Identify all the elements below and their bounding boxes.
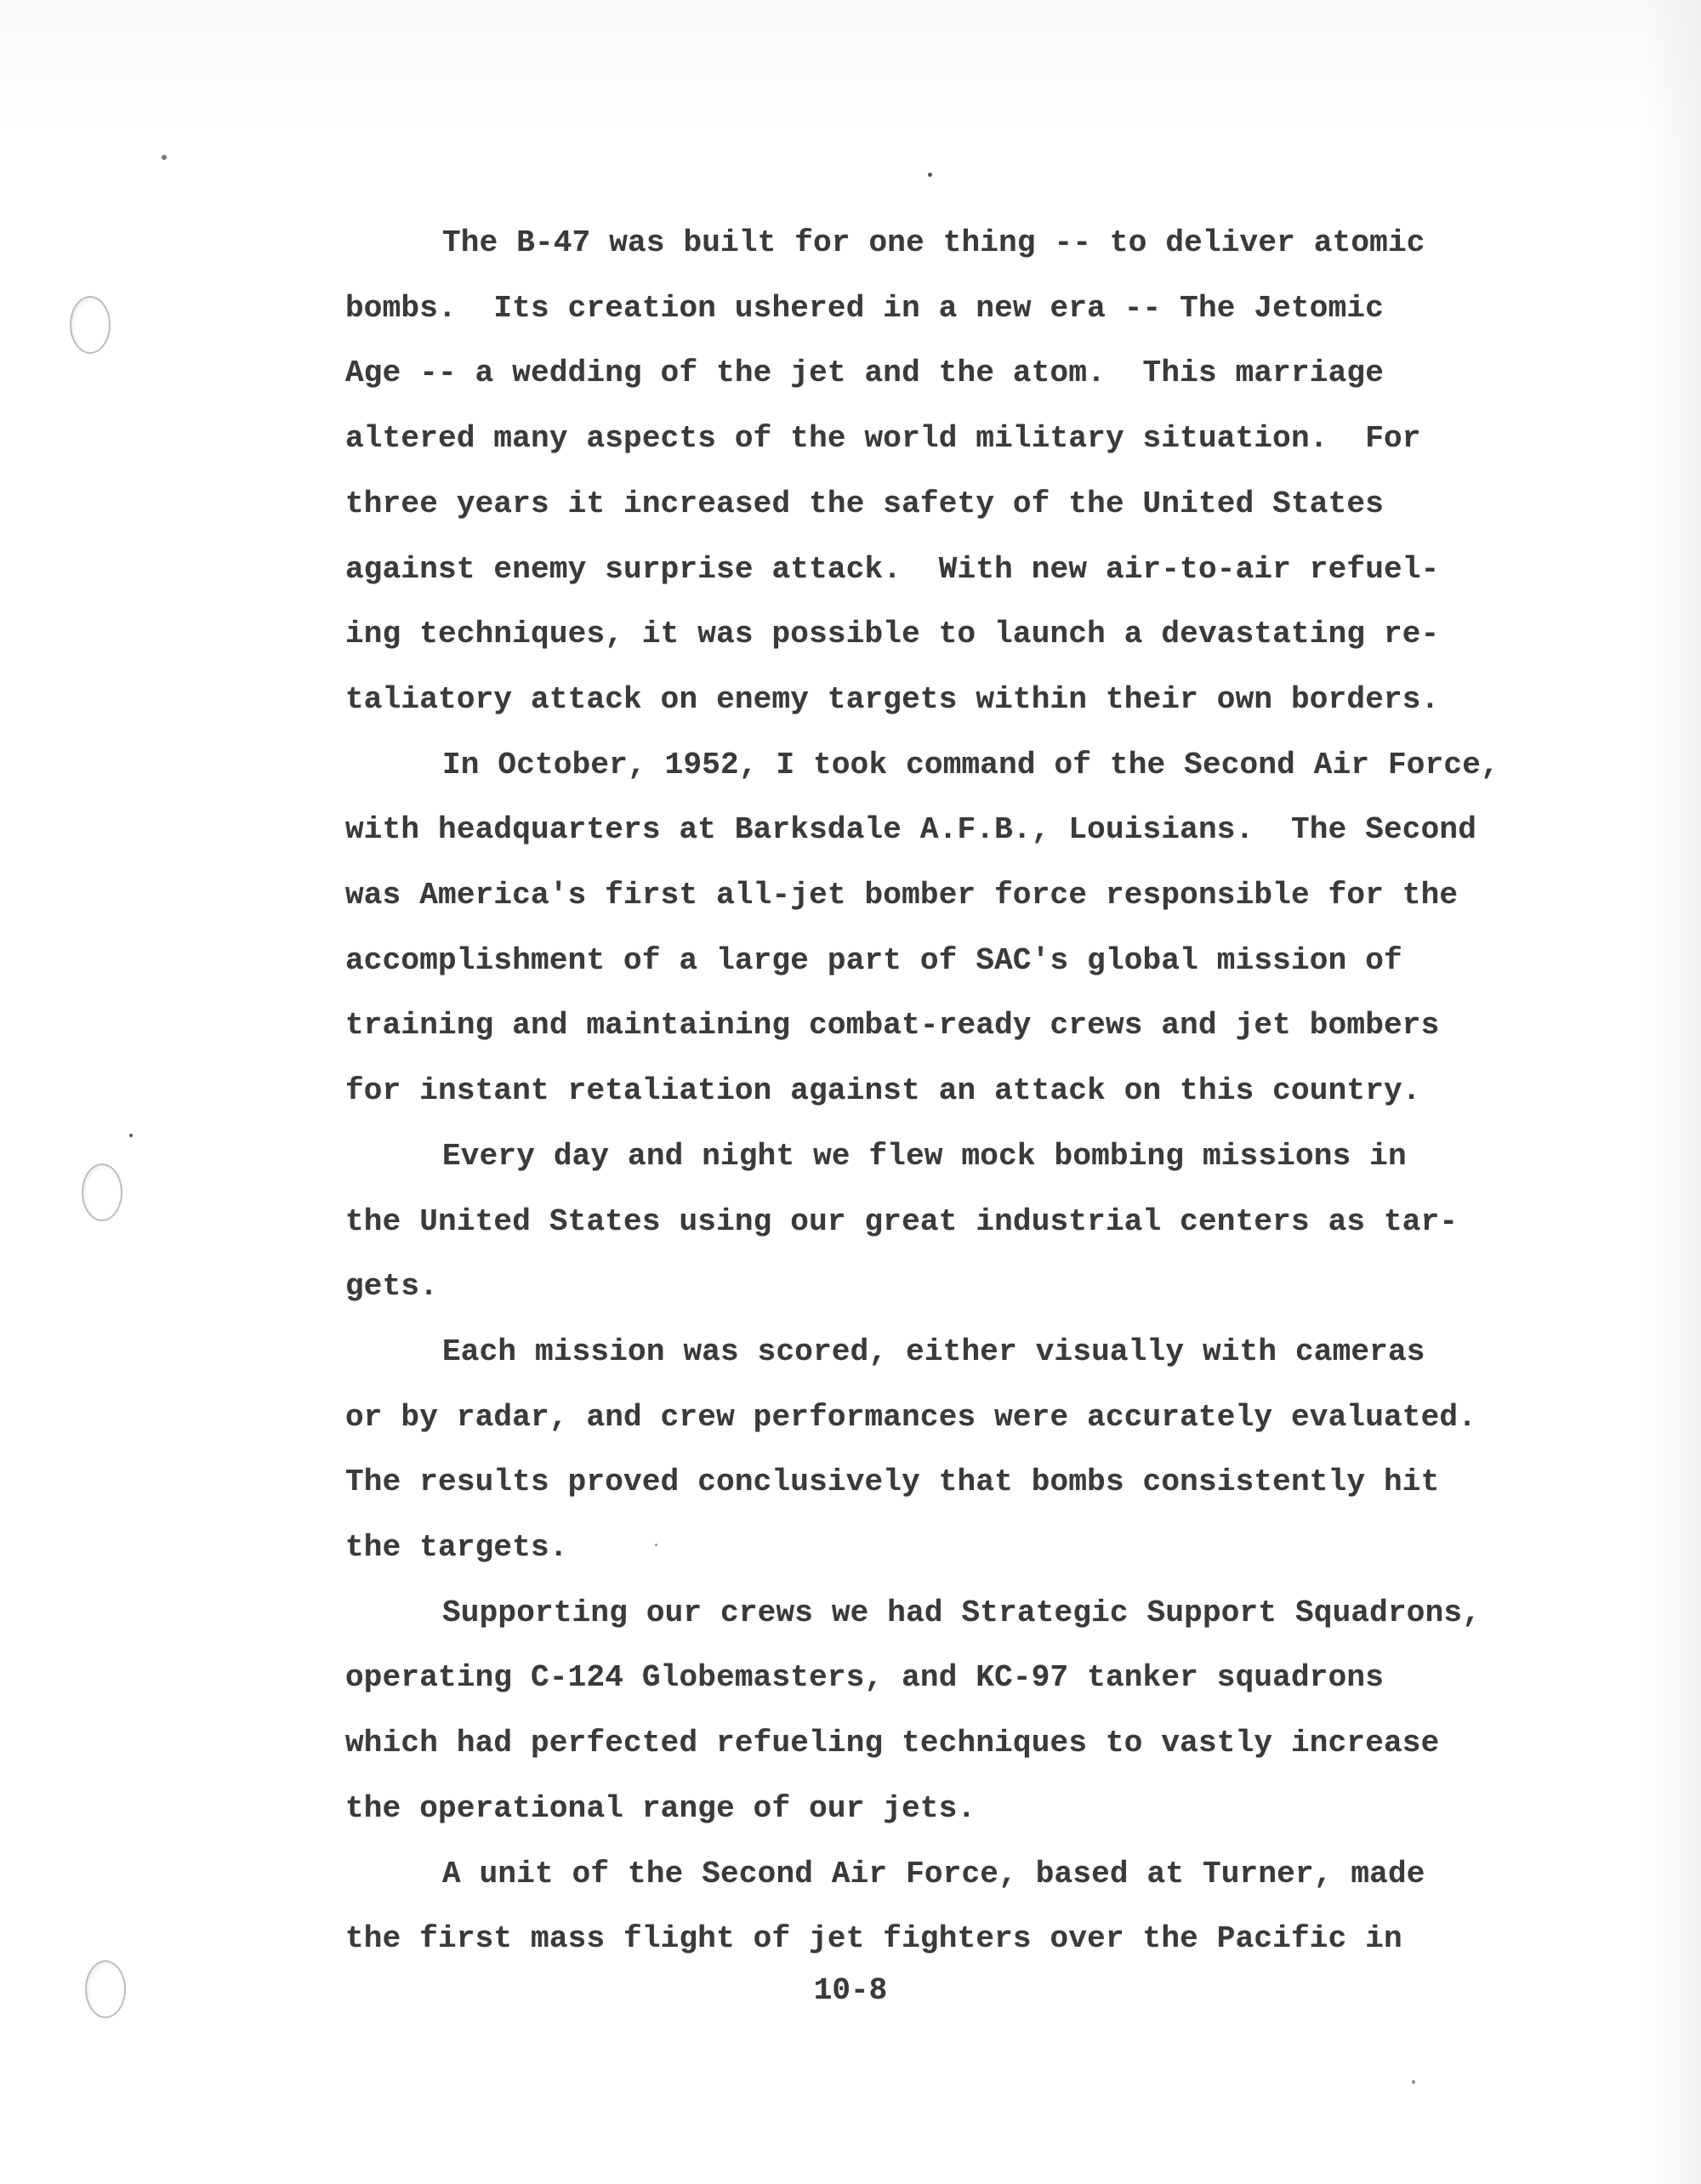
text-line: Every day and night we flew mock bombing missions in bbox=[442, 1138, 1407, 1174]
text-line: was America's first all-jet bomber force responsible for the bbox=[345, 878, 1459, 913]
text-line: Age -- a wedding of the jet and the atom. This marriage bbox=[345, 355, 1384, 391]
paper-shading-edge bbox=[1641, 0, 1701, 2184]
typed-body-text bbox=[345, 211, 1536, 1972]
text-line: the operational range of our jets. bbox=[345, 1790, 976, 1826]
paper-speck bbox=[162, 155, 167, 160]
text-line: In October, 1952, I took command of the Second Air Force, bbox=[442, 747, 1499, 782]
text-line: bombs. Its creation ushered in a new era -- The Jetomic bbox=[345, 290, 1384, 326]
page-number: 10-8 bbox=[813, 1973, 888, 2008]
paragraph bbox=[345, 1320, 1536, 1581]
text-line: the first mass flight of jet fighters over the Pacific in bbox=[345, 1921, 1402, 1957]
text-line: for instant retaliation against an attack on this country. bbox=[345, 1073, 1421, 1109]
text-line: The results proved conclusively that bombs consistently hit bbox=[345, 1465, 1440, 1500]
text-line: operating C-124 Globemasters, and KC-97 tanker squadrons bbox=[345, 1660, 1384, 1696]
paragraph bbox=[345, 733, 1536, 1124]
text-line: the United States using our great industrial centers as tar- bbox=[345, 1203, 1459, 1239]
punch-hole-top bbox=[70, 296, 111, 354]
paper-speck bbox=[1412, 2080, 1415, 2084]
text-line: A unit of the Second Air Force, based at Turner, made bbox=[442, 1856, 1425, 1891]
paragraph bbox=[345, 1124, 1536, 1320]
text-line: gets. bbox=[345, 1269, 439, 1305]
paragraph bbox=[345, 1581, 1536, 1842]
text-line: against enemy surprise attack. With new air-to-air refuel- bbox=[345, 551, 1440, 587]
text-line: or by radar, and crew performances were accurately evaluated. bbox=[345, 1399, 1477, 1435]
text-line: which had perfected refueling techniques to vastly increase bbox=[345, 1726, 1440, 1761]
text-line: accomplishment of a large part of SAC's global mission of bbox=[345, 942, 1402, 978]
text-line: Supporting our crews we had Strategic Support Squadrons, bbox=[442, 1595, 1481, 1630]
text-line: The B-47 was built for one thing -- to deliver atomic bbox=[442, 225, 1425, 260]
paragraph bbox=[345, 211, 1536, 733]
text-line: altered many aspects of the world military situation. For bbox=[345, 421, 1421, 457]
text-line: with headquarters at Barksdale A.F.B., Louisians. The Second bbox=[345, 812, 1477, 848]
punch-hole-middle bbox=[82, 1163, 122, 1221]
text-line: the targets. bbox=[345, 1530, 568, 1566]
paper-speck bbox=[129, 1134, 133, 1137]
paper-shading-top bbox=[0, 0, 1701, 136]
paper-speck bbox=[928, 173, 932, 177]
paragraph bbox=[345, 1842, 1536, 1972]
text-line: three years it increased the safety of the United States bbox=[345, 486, 1384, 521]
text-line: ing techniques, it was possible to launch a devastating re- bbox=[345, 617, 1440, 652]
text-line: Each mission was scored, either visually with cameras bbox=[442, 1334, 1425, 1369]
text-line: taliatory attack on enemy targets within their own borders. bbox=[345, 681, 1440, 717]
text-line: training and maintaining combat-ready crews and jet bombers bbox=[345, 1008, 1440, 1044]
